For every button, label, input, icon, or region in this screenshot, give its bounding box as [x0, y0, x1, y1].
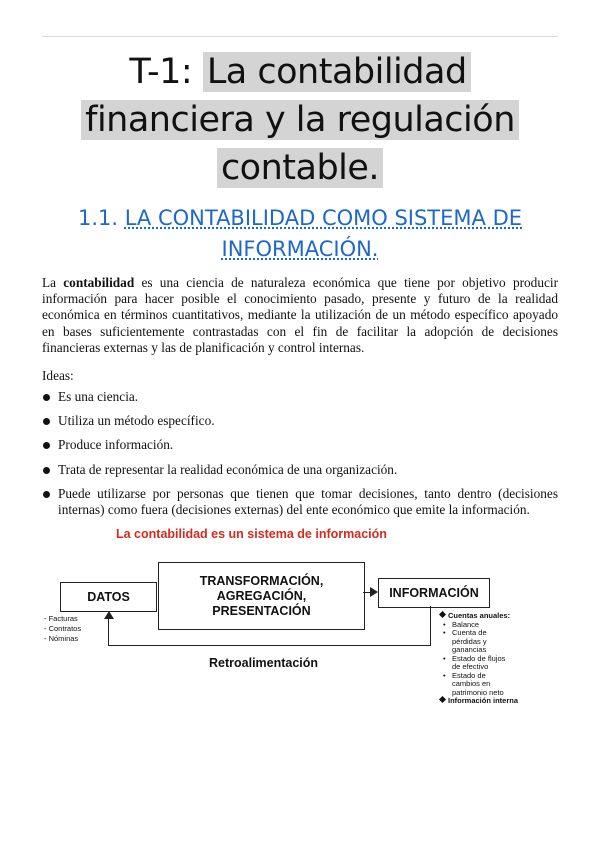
- list-item-text: Produce información.: [58, 437, 174, 453]
- datos-item: - Contratos: [44, 624, 82, 633]
- paragraph-bold-term: contabilidad: [63, 275, 135, 290]
- ideas-list: [42, 389, 558, 526]
- diagram-title: La contabilidad es un sistema de información: [116, 527, 387, 541]
- diamond-bullet-icon: [439, 696, 446, 703]
- cuentas-item: • Estado de flujos: [440, 655, 550, 664]
- cuentas-item: • Cuenta de: [440, 629, 550, 638]
- list-item: [42, 462, 558, 478]
- list-item: [42, 437, 558, 453]
- informacion-details: [440, 612, 550, 706]
- bullet-dot-icon: [43, 467, 50, 474]
- paragraph-start: La: [42, 275, 64, 290]
- document-title: [0, 48, 600, 192]
- list-item-text: Utiliza un método específico.: [58, 413, 215, 429]
- cuentas-item: cambios en: [452, 679, 491, 688]
- list-item-text: Es una ciencia.: [58, 389, 139, 404]
- list-item-text: Trata de representar la realidad económica de una organización.: [58, 461, 398, 477]
- section-number: 1.1.: [77, 206, 119, 230]
- cuentas-title: Cuentas anuales:: [448, 611, 511, 620]
- arrowhead-right-icon: [370, 587, 378, 597]
- definition-paragraph: [42, 275, 558, 356]
- cuentas-item: patrimonio neto: [452, 687, 504, 697]
- feedback-line-horizontal: [108, 645, 431, 646]
- feedback-label: Retroalimentación: [209, 656, 319, 670]
- list-item: [42, 486, 558, 518]
- feedback-line-up: [108, 618, 109, 646]
- transformation-box: [158, 562, 365, 630]
- informacion-box: INFORMACIÓN: [378, 578, 490, 608]
- cuentas-item: ganancias: [452, 645, 487, 654]
- bullet-dot-icon: [43, 442, 50, 449]
- info-interna-label: Información interna: [448, 696, 519, 705]
- title-prefix: T-1:: [129, 52, 193, 92]
- transformation-line-1: TRANSFORMACIÓN,: [199, 573, 324, 588]
- list-item: [42, 413, 558, 429]
- bullet-dot-icon: [43, 394, 50, 401]
- transformation-line-3: PRESENTACIÓN: [212, 603, 311, 618]
- list-item-text: Puede utilizarse por personas que tienen que tomar decisiones, tanto dentro (decisiones internas) como fuera (decisiones externas) del ente económico que emite la información.: [58, 485, 558, 518]
- datos-item: - Nóminas: [44, 634, 79, 643]
- transformation-line-2: AGREGACIÓN,: [216, 588, 307, 603]
- datos-items: [44, 614, 81, 644]
- ideas-label: Ideas:: [42, 368, 74, 383]
- feedback-line-down: [430, 606, 431, 646]
- title-line-1: La contabilidad: [203, 52, 471, 92]
- bullet-dot-icon: [43, 418, 50, 425]
- section-title-line-2: INFORMACIÓN.: [221, 237, 379, 261]
- list-item: [42, 389, 558, 405]
- paragraph-rest: es una ciencia de naturaleza económica que tiene por objetivo producir información para hacer posible el conocimiento pasado, presente y futuro de la realidad económica en términos cuantitativos, mediante la utilización de un método específico apoyado en bases suficientemente contrastadas con el fin de facilitar la adopción de decisiones financieras externas y las de planificación y control internas.: [42, 275, 558, 355]
- title-line-3: contable.: [217, 148, 383, 188]
- diamond-bullet-icon: [439, 611, 446, 618]
- cuentas-item: • Estado de: [440, 672, 550, 681]
- datos-item: - Facturas: [44, 614, 78, 623]
- cuentas-item: pérdidas y: [452, 636, 487, 646]
- cuentas-item: • Balance: [440, 621, 550, 630]
- section-title-line-1: LA CONTABILIDAD COMO SISTEMA DE: [124, 206, 523, 230]
- title-line-2: financiera y la regulación: [81, 100, 519, 140]
- cuentas-item: de efectivo: [452, 662, 489, 671]
- page-top-rule: [42, 36, 558, 37]
- bullet-dot-icon: [43, 491, 50, 498]
- section-heading: [40, 203, 560, 265]
- datos-box: DATOS: [60, 582, 157, 612]
- arrowhead-up-icon: [104, 611, 114, 619]
